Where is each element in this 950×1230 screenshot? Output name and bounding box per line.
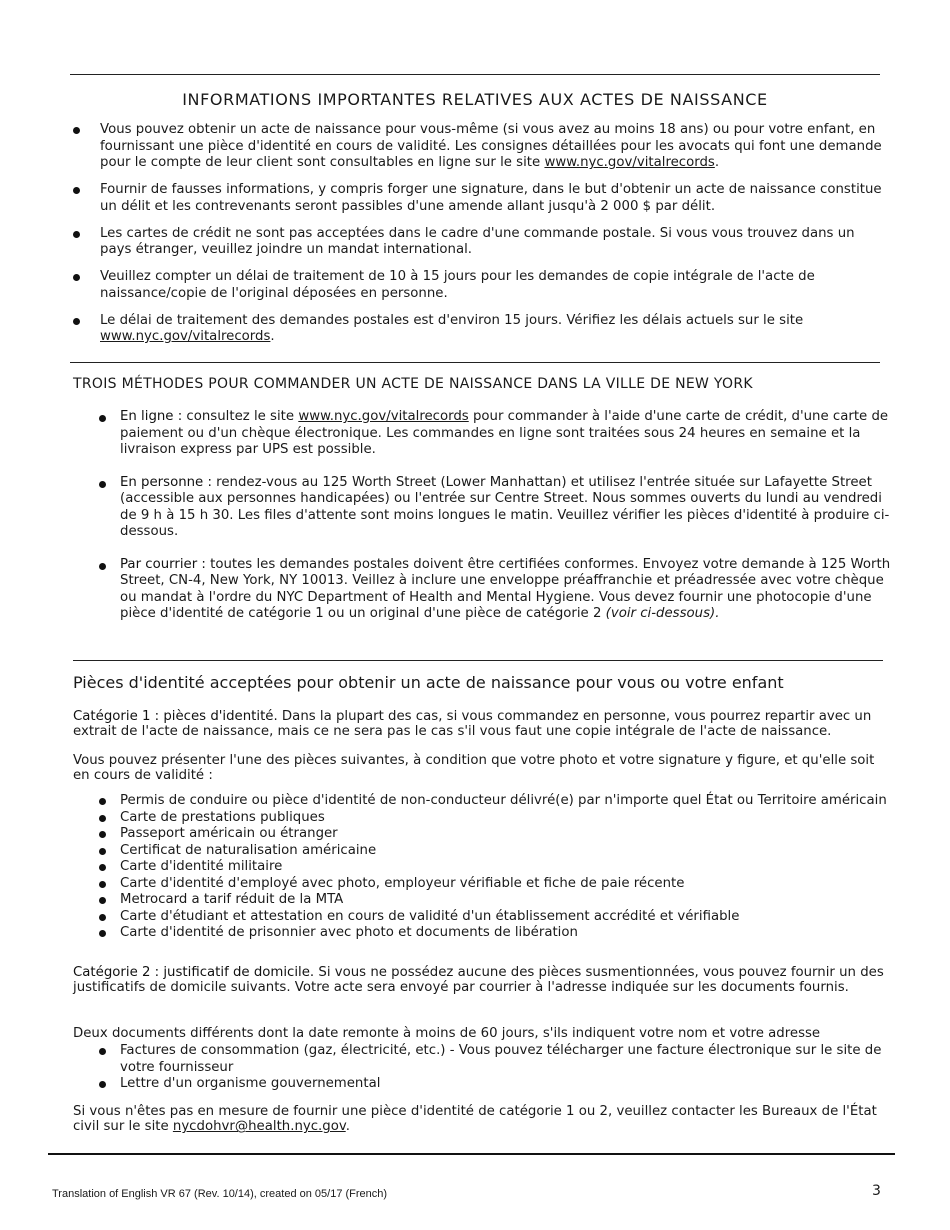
- section2-bottom-rule: [73, 660, 883, 661]
- page-number: 3: [872, 1183, 881, 1199]
- list-item: Permis de conduire ou pièce d'identité de non-conducteur délivré(e) par n'importe quel État ou Territoire américain: [120, 793, 892, 810]
- list-item: Lettre d'un organisme gouvernemental: [120, 1076, 892, 1093]
- category1-intro: Vous pouvez présenter l'une des pièces suivantes, à condition que votre photo et votre signature y figure, et qu'elle soit en cours de validité :: [73, 753, 875, 784]
- section1-bullets: [100, 122, 890, 356]
- list-item: Carte d'étudiant et attestation en cours de validité d'un établissement accrédité et vérifiable: [120, 909, 892, 926]
- section2-title: TROIS MÉTHODES POUR COMMANDER UN ACTE DE NAISSANCE DANS LA VILLE DE NEW YORK: [73, 376, 753, 392]
- list-item: Carte d'identité d'employé avec photo, employeur vérifiable et fiche de paie récente: [120, 876, 892, 893]
- list-item: Fournir de fausses informations, y compris forger une signature, dans le but d'obtenir un acte de naissance constitue un délit et les contrevenants seront passibles d'une amende allant jusqu'à 2 000 $ par délit.: [100, 182, 890, 215]
- top-rule: [70, 74, 880, 75]
- section1-bottom-rule: [70, 362, 880, 363]
- list-item: Carte de prestations publiques: [120, 810, 892, 827]
- list-item: Carte d'identité de prisonnier avec photo et documents de libération: [120, 925, 892, 942]
- list-item: Les cartes de crédit ne sont pas acceptées dans le cadre d'une commande postale. Si vous vous trouvez dans un pays étranger, veuillez joindre un mandat international.: [100, 226, 890, 259]
- method-mail: Par courrier : toutes les demandes postales doivent être certifiées conformes. Envoyez votre demande à 125 Worth Street, CN-4, New York, NY 10013. Veillez à inclure une enveloppe préaffranchie et préadressée avec votre chèque ou mandat à l'ordre du NYC Department of Health and Mental Hygiene. Vous devez fournir une photocopie d'une pièce d'identité de catégorie 1 ou un original d'une pièce de catégorie 2 (voir ci-dessous).: [120, 556, 891, 621]
- section1-title: INFORMATIONS IMPORTANTES RELATIVES AUX ACTES DE NAISSANCE: [182, 90, 768, 109]
- method-in-person: En personne : rendez-vous au 125 Worth Street (Lower Manhattan) et utilisez l'entrée située sur Lafayette Street (accessible aux personnes handicapées) ou l'entrée sur Centre Street. Nous sommes ouverts du lundi au vendredi de 9 h à 15 h 30. Les files d'attente sont moins longues le matin. Veuillez vérifier les pièces d'identité à produire ci-dessous.: [120, 475, 892, 541]
- email-link[interactable]: nycdohvr@health.nyc.gov: [172, 1119, 346, 1135]
- category1-paragraph: Catégorie 1 : pièces d'identité. Dans la plupart des cas, si vous commandez en personne, vous pourrez repartir avec un extrait de l'acte de naissance, mais ce ne sera pas le cas s'il vous faut une copie intégrale de l'acte de naissance.: [73, 709, 872, 740]
- list-item: Vous pouvez obtenir un acte de naissance pour vous-même (si vous avez au moins 18 ans) ou pour votre enfant, en fournissant une pièce d'identité en cours de validité. Les consignes détaillées pour les avocats qui font une demande pour le compte de leur client sont consultables en ligne sur le site www.nyc.gov/vitalrecords.: [100, 122, 890, 172]
- list-item: Carte d'identité militaire: [120, 859, 892, 876]
- section3-title: Pièces d'identité acceptées pour obtenir un acte de naissance pour vous ou votre enfant: [73, 673, 784, 692]
- list-item: Veuillez compter un délai de traitement de 10 à 15 jours pour les demandes de copie intégrale de l'acte de naissance/copie de l'original déposées en personne.: [100, 269, 890, 302]
- category2-list: [120, 1043, 892, 1093]
- list-item: Factures de consommation (gaz, électricité, etc.) - Vous pouvez télécharger une facture électronique sur le site de votre fournisseur: [120, 1043, 892, 1076]
- closing-paragraph: Si vous n'êtes pas en mesure de fournir une pièce d'identité de catégorie 1 ou 2, veuillez contacter les Bureaux de l'État civil sur le site nycdohvr@health.nyc.gov.: [73, 1104, 877, 1135]
- category2-paragraph: Catégorie 2 : justificatif de domicile. Si vous ne possédez aucune des pièces susmentionnées, vous pouvez fournir un des justificatifs de domicile suivants. Votre acte sera envoyé par courrier à l'adresse indiquée sur les documents fournis.: [73, 965, 884, 996]
- vitalrecords-link[interactable]: www.nyc.gov/vitalrecords: [544, 155, 715, 170]
- vitalrecords-link[interactable]: www.nyc.gov/vitalrecords: [100, 329, 271, 344]
- footer-text: Translation of English VR 67 (Rev. 10/14), created on 05/17 (French): [52, 1188, 388, 1200]
- vitalrecords-link[interactable]: www.nyc.gov/vitalrecords: [298, 409, 469, 424]
- list-item: Certificat de naturalisation américaine: [120, 843, 892, 860]
- category1-list: [120, 793, 892, 942]
- category2-intro: Deux documents différents dont la date remonte à moins de 60 jours, s'ils indiquent votre nom et votre adresse: [73, 1026, 821, 1041]
- order-methods-list: [120, 409, 892, 639]
- footer-rule: [48, 1153, 895, 1155]
- method-online: En ligne : consultez le site www.nyc.gov/vitalrecords pour commander à l'aide d'une carte de crédit, d'une carte de paiement ou d'un chèque électronique. Les commandes en ligne sont traitées sous 24 heures en semaine et la livraison express par UPS est possible.: [120, 409, 892, 459]
- list-item: Le délai de traitement des demandes postales est d'environ 15 jours. Vérifiez les délais actuels sur le site www.nyc.gov/vitalrecords.: [100, 313, 890, 346]
- list-item: Passeport américain ou étranger: [120, 826, 892, 843]
- list-item: Metrocard a tarif réduit de la MTA: [120, 892, 892, 909]
